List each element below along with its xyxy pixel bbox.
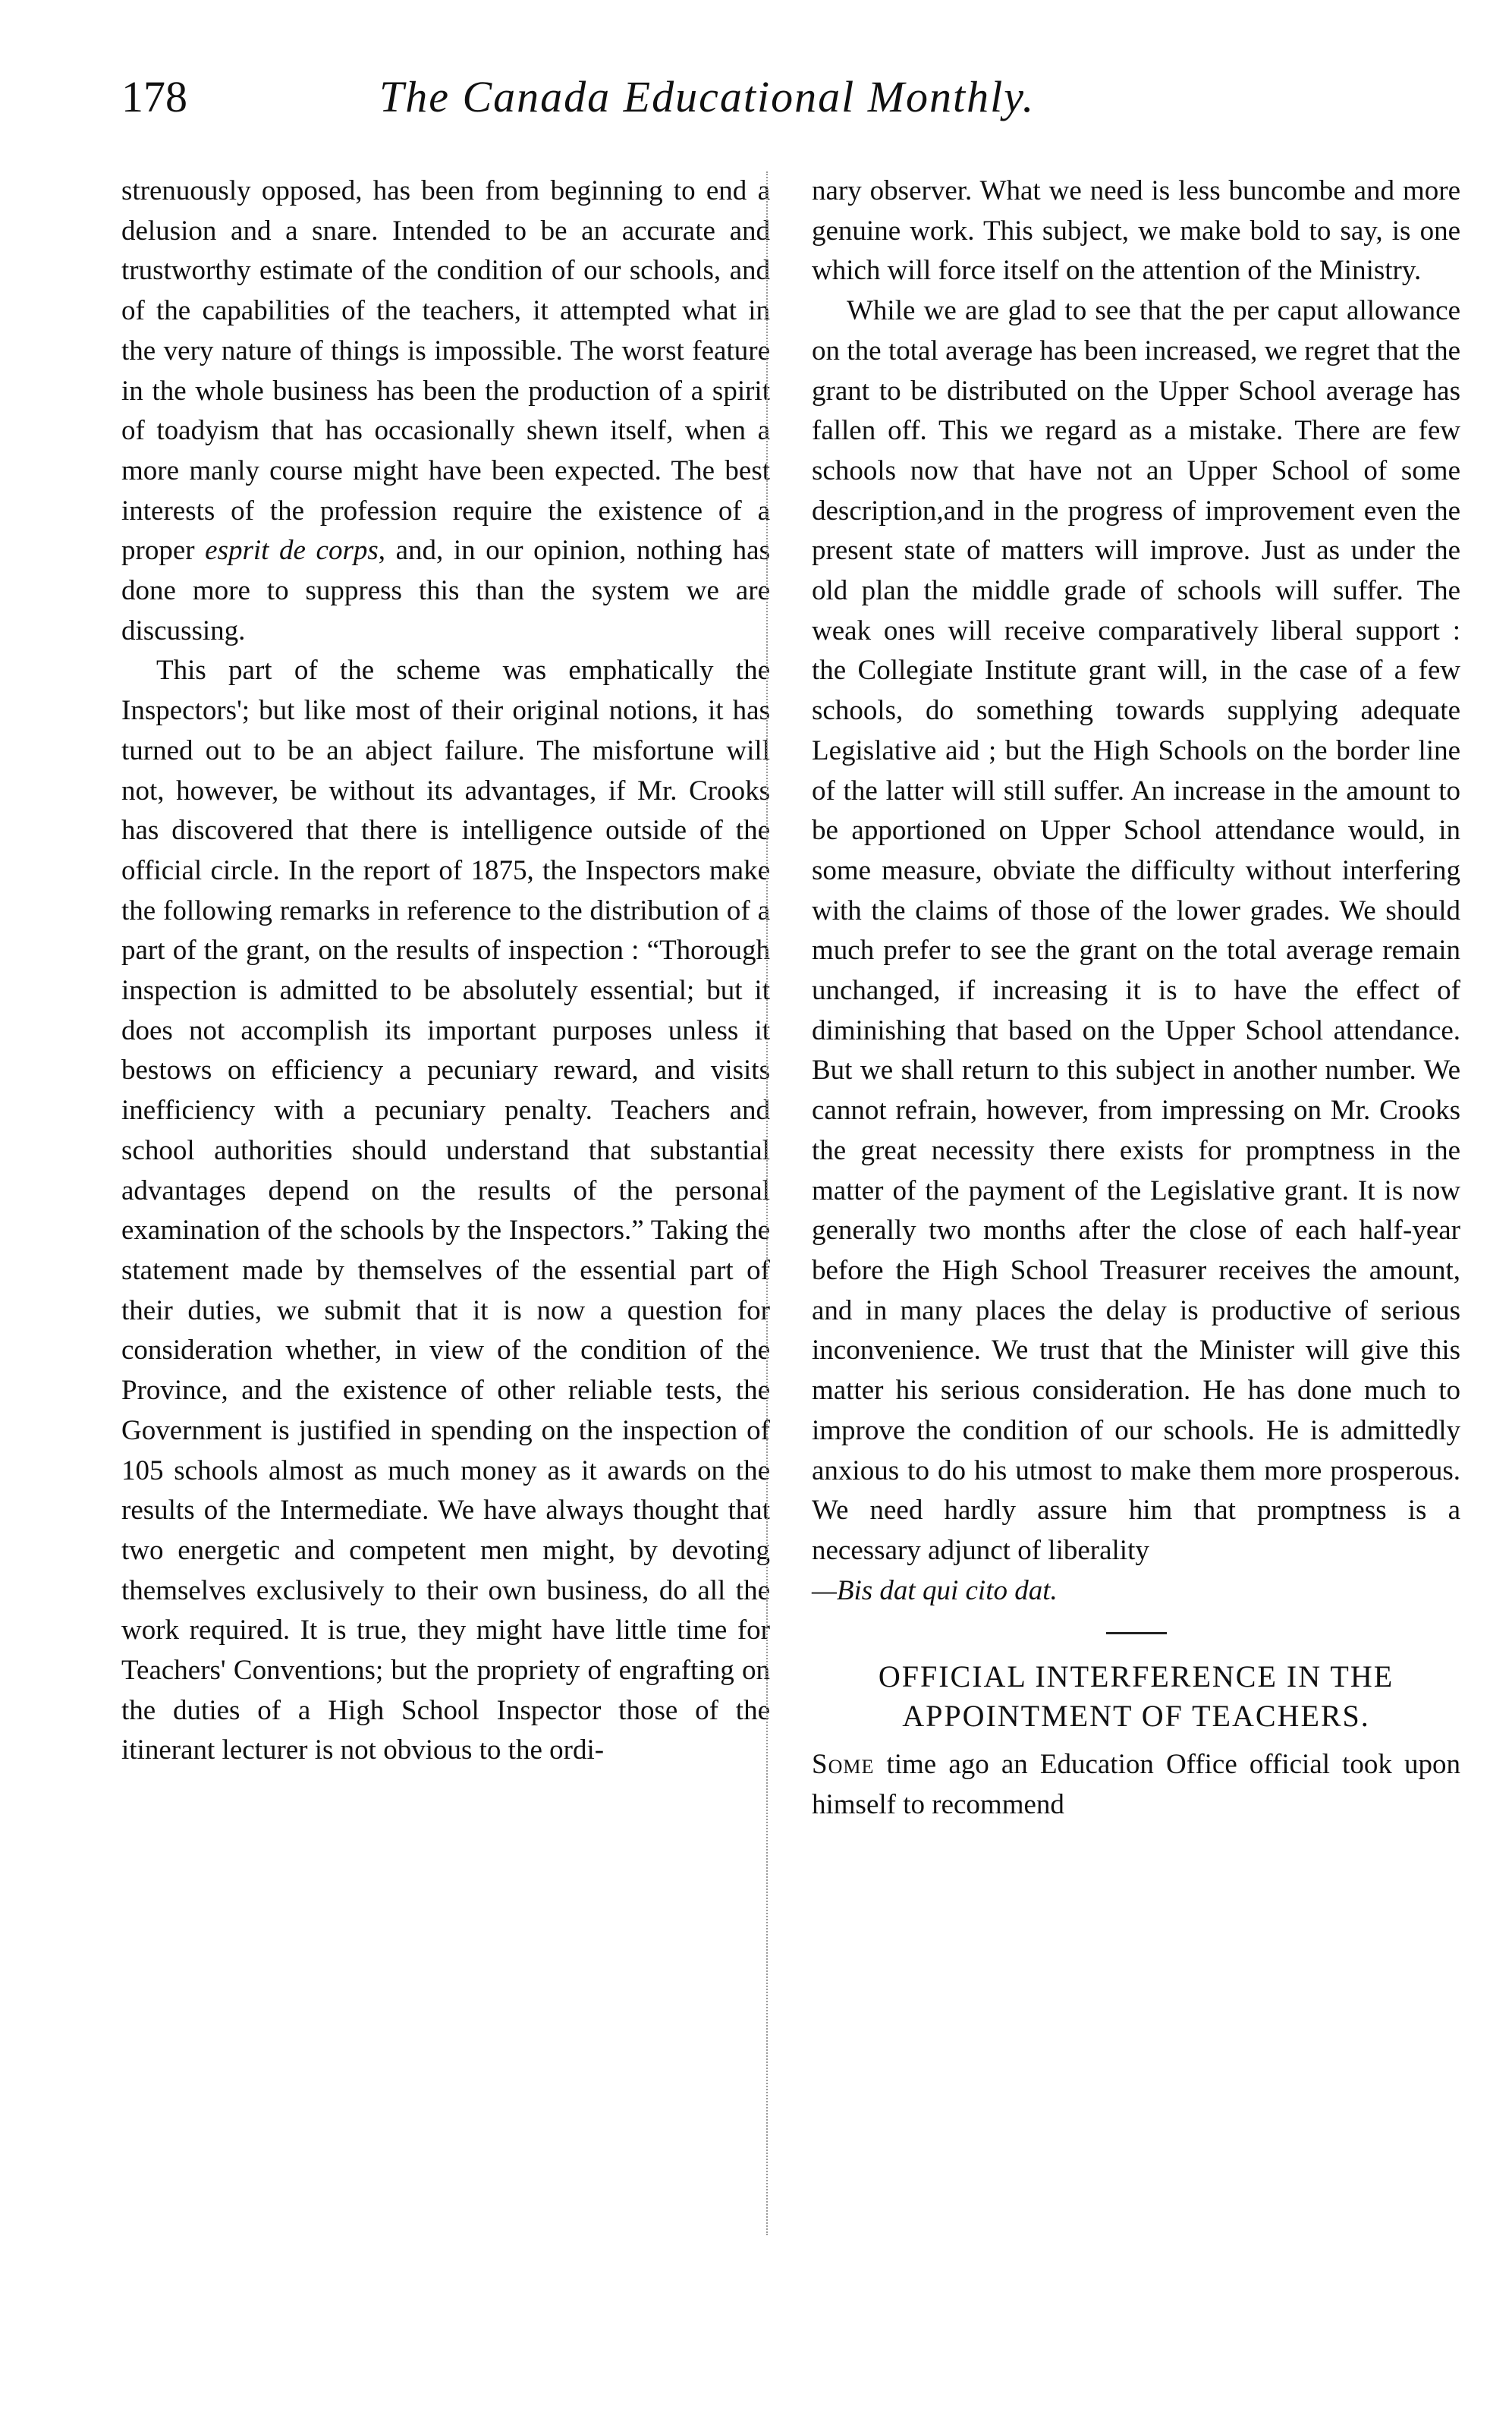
paragraph: nary observer. What we need is less buncombe and more genuine work. This subject, we make bold to say, is one which will force itself on the attention of the Ministry. bbox=[812, 175, 1460, 287]
section-separator bbox=[1106, 1632, 1167, 1634]
page-number: 178 bbox=[121, 72, 187, 121]
lead-word: Some bbox=[812, 1749, 875, 1781]
paragraph: While we are glad to see that the per caput allowance on the total average has been increased, we regret that the grant to be distributed on the Upper School average has fallen off. This we regard as a mistake. There are few schools now that have not an Upper School of some description,and in the progress of improvement even the present state of matters will improve. Just as under the old plan the middle grade of schools will suffer. The weak ones will receive comparatively liberal support : the Collegiate Institute grant will, in the case of a few schools, do something towards supplying adequate Legislative aid ; but the High Schools on the border line of the latter will still suffer. An increase in the amount to be apportioned on Upper School attendance would, in some measure, obviate the difficulty without interfering with the claims of those of the lower grades. We should much prefer to see the grant on the total average remain unchanged, if increasing it is to have the effect of diminishing that based on the Upper School attendance. But we shall return to this subject in another number. We cannot refrain, however, from impressing on Mr. Crooks the great necessity there exists for promptness in the matter of the payment of the Legislative grant. It is now generally two months after the close of each half-year before the High School Treasurer receives the amount, and in many places the delay is productive of serious inconvenience. We trust that the Minister will give this matter his serious consideration. He has done much to improve the condition of our schools. He is admittedly anxious to do his utmost to make them more prosperous. We need hardly assure him that promptness is a necessary adjunct of liberality bbox=[812, 295, 1460, 1566]
section-heading: OFFICIAL INTERFERENCE IN THE APPOINTMENT OF TEACHERS. bbox=[878, 1659, 1394, 1734]
left-column bbox=[121, 171, 770, 1771]
page-header bbox=[106, 64, 1426, 132]
italic-phrase: esprit de corps bbox=[205, 535, 379, 567]
latin-motto: —Bis dat qui cito dat. bbox=[812, 1574, 1058, 1606]
running-title: The Canada Educational Monthly. bbox=[379, 72, 1036, 121]
paragraph: This part of the scheme was emphatically the Inspectors'; but like most of their original notions, it has turned out to be an abject failure. The misfortune will not, however, be without its advantages, if Mr. Crooks has discovered that there is intelligence outside of the official circle. In the report of 1875, the Inspectors make the following remarks in reference to the distribution of a part of the grant, on the results of inspection : “Thorough inspection is admitted to be absolutely essential; but it does not accomplish its important purposes unless it bestows on efficiency a pecuniary reward, and visits inefficiency with a pecuniary penalty. Teachers and school authorities should understand that substantial advantages depend on the results of the personal examination of the schools by the Inspectors.” Taking the statement made by themselves of the essential part of their duties, we submit that it is now a question for consideration whether, in view of the condition of the Province, and the existence of other reliable tests, the Government is justified in spending on the inspection of 105 schools almost as much money as it awards on the results of the Intermediate. We have always thought that two energetic and competent men might, by devoting themselves exclusively to their own business, do all the work required. It is true, they might have little time for Teachers' Conventions; but the propriety of engrafting on the duties of a High School Inspector those of the itinerant lecturer is not obvious to the ordi- bbox=[121, 655, 770, 1766]
paragraph: strenuously opposed, has been from beginning to end a delusion and a snare. Intended to be an accurate and trustworthy estimate of the condition of our schools, and of the capabilities of the teachers, it attempted what in the very nature of things is impossible. The worst feature in the whole business has been the production of a spirit of toadyism that has occasionally shewn itself, when a more manly course might have been expected. The best interests of the profession require the existence of a proper esprit de corps, and, in our opinion, nothing has done more to suppress this than the system we are discussing. bbox=[121, 175, 770, 646]
right-column bbox=[812, 171, 1460, 1826]
section-opening: Some time ago an Education Office official took upon himself to recommend bbox=[812, 1749, 1460, 1821]
column-divider bbox=[766, 171, 769, 2235]
